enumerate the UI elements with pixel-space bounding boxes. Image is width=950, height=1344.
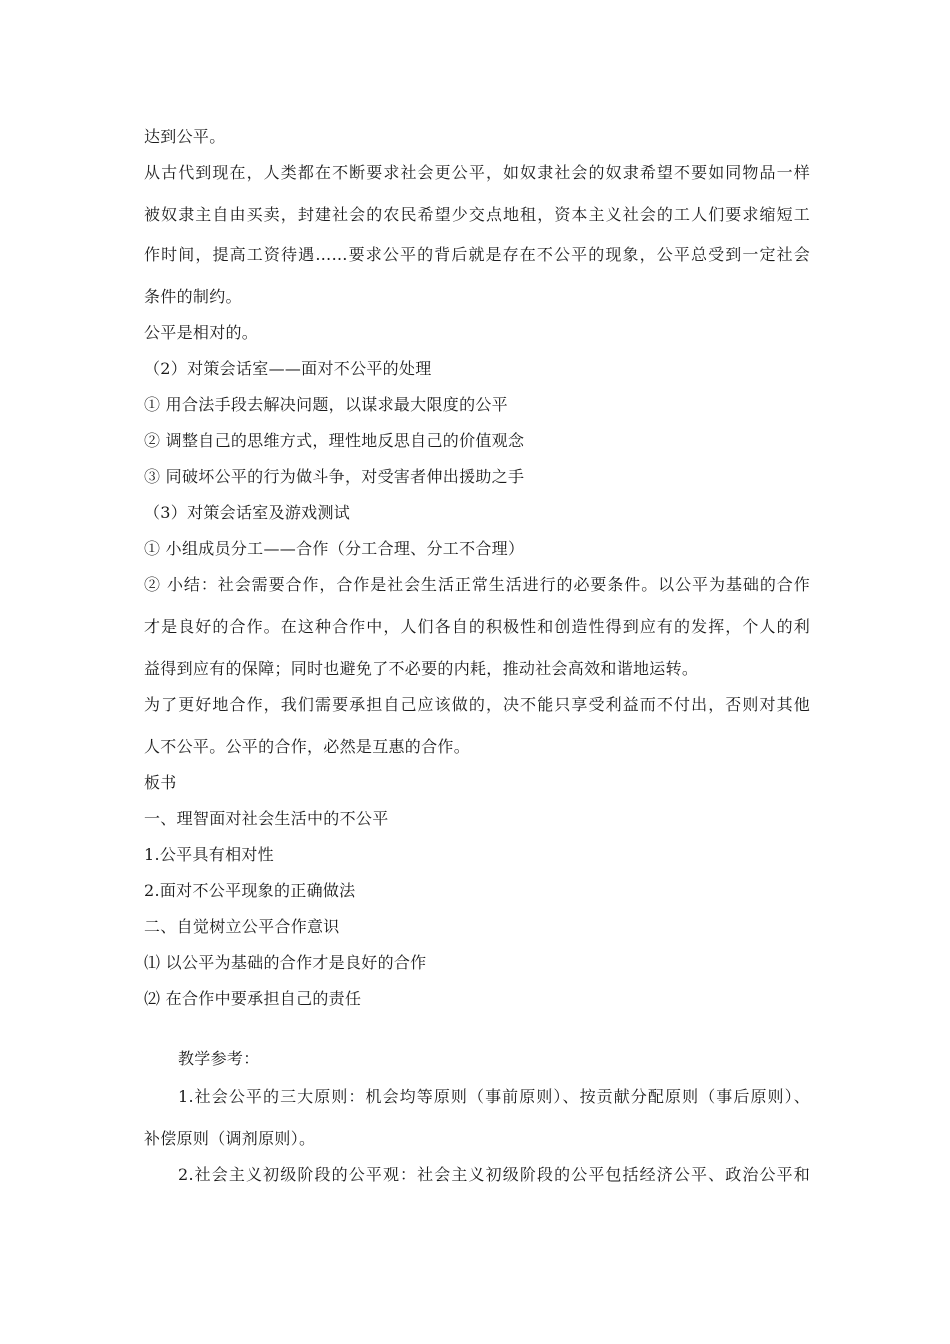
- text-line: ⑵ 在合作中要承担自己的责任: [144, 989, 362, 1008]
- text-line: 人不公平。公平的合作，必然是互惠的合作。: [144, 737, 471, 756]
- text-line: ③ 同破坏公平的行为做斗争，对受害者伸出援助之手: [144, 467, 525, 486]
- text-line: 教学参考：: [178, 1049, 260, 1068]
- text-line: 被奴隶主自由买卖，封建社会的农民希望少交点地租，资本主义社会的工人们要求缩短工: [144, 205, 810, 224]
- text-line: （3）对策会话室及游戏测试: [144, 503, 351, 522]
- text-line: 从古代到现在，人类都在不断要求社会更公平，如奴隶社会的奴隶希望不要如同物品一样: [144, 163, 810, 182]
- text-line: 2.社会主义初级阶段的公平观：社会主义初级阶段的公平包括经济公平、政治公平和: [178, 1165, 810, 1184]
- text-line: 补偿原则（调剂原则）。: [144, 1129, 316, 1148]
- text-line: 二、自觉树立公平合作意识: [144, 917, 340, 936]
- text-line: 作时间，提高工资待遇……要求公平的背后就是存在不公平的现象，公平总受到一定社会: [144, 245, 810, 264]
- text-line: （2）对策会话室——面对不公平的处理: [144, 359, 432, 378]
- text-line: ① 小组成员分工——合作（分工合理、分工不合理）: [144, 539, 525, 558]
- text-line: ① 用合法手段去解决问题，以谋求最大限度的公平: [144, 395, 508, 414]
- text-line: 一、理智面对社会生活中的不公平: [144, 809, 389, 828]
- text-line: 2.面对不公平现象的正确做法: [144, 881, 356, 900]
- text-line: 1.社会公平的三大原则：机会均等原则（事前原则）、按贡献分配原则（事后原则）、: [178, 1087, 810, 1106]
- text-line: 板书: [144, 773, 177, 792]
- text-line: ② 小结：社会需要合作，合作是社会生活正常生活进行的必要条件。以公平为基础的合作: [144, 575, 810, 594]
- text-line: 才是良好的合作。在这种合作中，人们各自的积极性和创造性得到应有的发挥，个人的利: [144, 617, 810, 636]
- text-line: ② 调整自己的思维方式，理性地反思自己的价值观念: [144, 431, 525, 450]
- text-line: 1.公平具有相对性: [144, 845, 274, 864]
- text-line: 条件的制约。: [144, 287, 242, 306]
- text-line: 公平是相对的。: [144, 323, 259, 342]
- text-line: ⑴ 以公平为基础的合作才是良好的合作: [144, 953, 427, 972]
- text-line: 为了更好地合作，我们需要承担自己应该做的，决不能只享受利益而不付出，否则对其他: [144, 695, 810, 714]
- text-line: 益得到应有的保障；同时也避免了不必要的内耗，推动社会高效和谐地运转。: [144, 659, 699, 678]
- text-line: 达到公平。: [144, 127, 226, 146]
